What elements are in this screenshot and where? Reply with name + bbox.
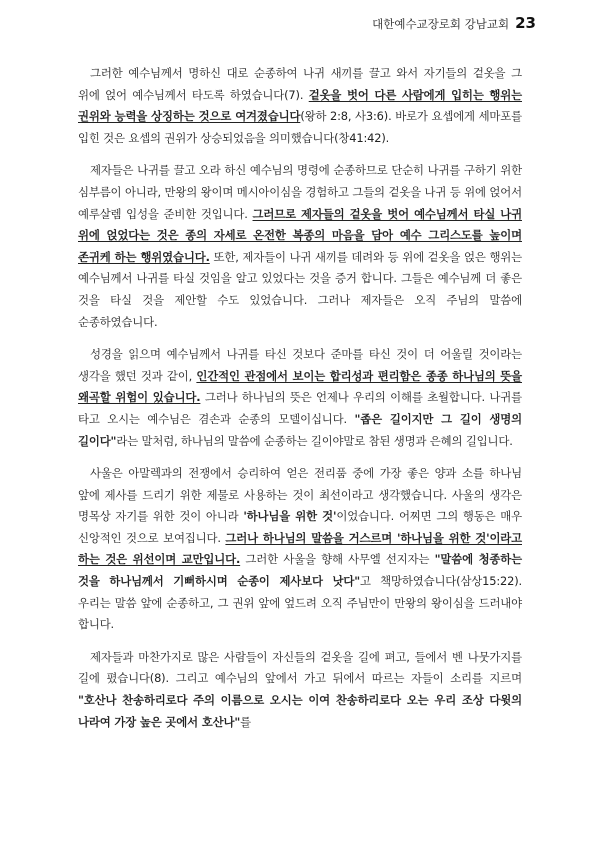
page-header (372, 14, 536, 32)
text-run: 사울은 아말렉과의 전쟁에서 승리하여 얻은 전리품 중에 가장 좋은 양과 소를 하나님 앞에 제사를 드리기 위한 제물로 사용하는 것이 최선이라고 생각했습니다. 사울의 생각은 명목상 자기를 위한 것이 아니라 (78, 466, 522, 524)
quoted-text: "말씀에 청종하는 것을 하나님께서 기뻐하시며 순종이 제사보다 낫다" (78, 552, 522, 589)
text-run: 또한, 제자들이 나귀 새끼를 데려와 등 위에 겉옷을 얹은 행위는 예수님께서 나귀를 타실 것임을 알고 있었다는 것을 증거 합니다. 그들은 예수님께 더 좋은 것을 타실 것을 제안할 수도 있었습니다. 그러나 제자들은 오직 주님의 말씀에 순종하였습니다. (78, 249, 522, 329)
text-run: 를 (240, 714, 252, 729)
paragraph (78, 63, 522, 149)
paragraph (78, 463, 522, 636)
text-run: 성경을 읽으며 예수님께서 나귀를 타신 것보다 준마를 타신 것이 더 어울릴 것이라는 생각을 했던 것과 같이, (78, 347, 522, 383)
quoted-text: '하나님을 위한 것' (243, 509, 337, 524)
paragraph (78, 647, 522, 733)
text-run: 그러나 하나님의 뜻은 언제나 우리의 이해를 초월합니다. 나귀를 타고 오시는 예수님은 겸손과 순종의 모델이십니다. (78, 390, 522, 426)
document-body (78, 63, 522, 744)
text-run: 그러한 예수님께서 명하신 대로 순종하여 나귀 새끼를 끌고 와서 자기들의 겉옷을 그 위에 얹어 예수님께서 타도록 하였습니다(7). (78, 66, 522, 102)
emphasized-text: 그러므로 제자들의 겉옷을 벗어 예수님께서 타실 나귀 위에 얹었다는 것은 종의 자세로 온전한 복종의 마음을 담아 예수 그리스도를 높이며 존귀케 하는 행위였습니다. (78, 206, 522, 264)
paragraph (78, 344, 522, 452)
text-run: 그러한 사울을 향해 사무엘 선지자는 (240, 552, 435, 567)
text-run: 이었습니다. 어찌면 그의 행동은 매우 신앙적인 것으로 보여집니다. (78, 509, 523, 545)
quoted-text: "호산나 찬송하리로다 주의 이름으로 오시는 이여 찬송하리로다 오는 우리 조상 다윗의 나라여 가장 높은 곳에서 호산나" (78, 693, 522, 729)
paragraph (78, 160, 522, 333)
church-name: 대한예수교장로회 강남교회 (372, 17, 510, 31)
text-run: 제자들은 나귀를 끌고 오라 하신 예수님의 명령에 순종하므로 단순히 나귀를 구하기 위한 심부름이 아니라, 만왕의 왕이며 메시아이심을 경험하고 그들의 겉옷을 나귀 등 위에 얹어서 예루살렘 입성을 준비한 것입니다. (78, 163, 522, 221)
text-run: (왕하 2:8, 사3:6). 바로가 요셉에게 세마포를 입힌 것은 요셉의 권위가 상승되었음을 의미했습니다(창41:42). (78, 109, 522, 145)
text-run: 라는 말처럼, 하나님의 말씀에 순종하는 길이야말로 참된 생명과 은혜의 길입니다. (116, 433, 513, 448)
emphasized-text: 겉옷을 벗어 다른 사람에게 입히는 행위는 권위와 능력을 상징하는 것으로 여겨졌습니다 (78, 87, 522, 124)
text-run: 제자들과 마찬가지로 많은 사람들이 자신들의 겉옷을 길에 펴고, 들에서 벤 나뭇가지를 길에 폈습니다(8). 그리고 예수님의 앞에서 가고 뒤에서 따르는 자들이 소리를 지르며 (78, 649, 522, 686)
emphasized-text: 인간적인 관점에서 보이는 합리성과 편리함은 종종 하나님의 뜻을 왜곡할 위험이 있습니다. (78, 368, 522, 405)
quoted-text: "좁은 길이지만 그 길이 생명의 길이다" (78, 411, 522, 448)
page-number: 23 (515, 14, 536, 32)
emphasized-text: 그러나 하나님의 말씀을 거스르며 '하나님을 위한 것'이라고 하는 것은 위선이며 교만입니다. (78, 530, 522, 567)
text-run: 고 책망하였습니다(삼상15:22). 우리는 말씀 앞에 순종하고, 그 권위 앞에 엎드려 오직 주님만이 만왕의 왕이심을 드러내야 합니다. (78, 574, 522, 632)
